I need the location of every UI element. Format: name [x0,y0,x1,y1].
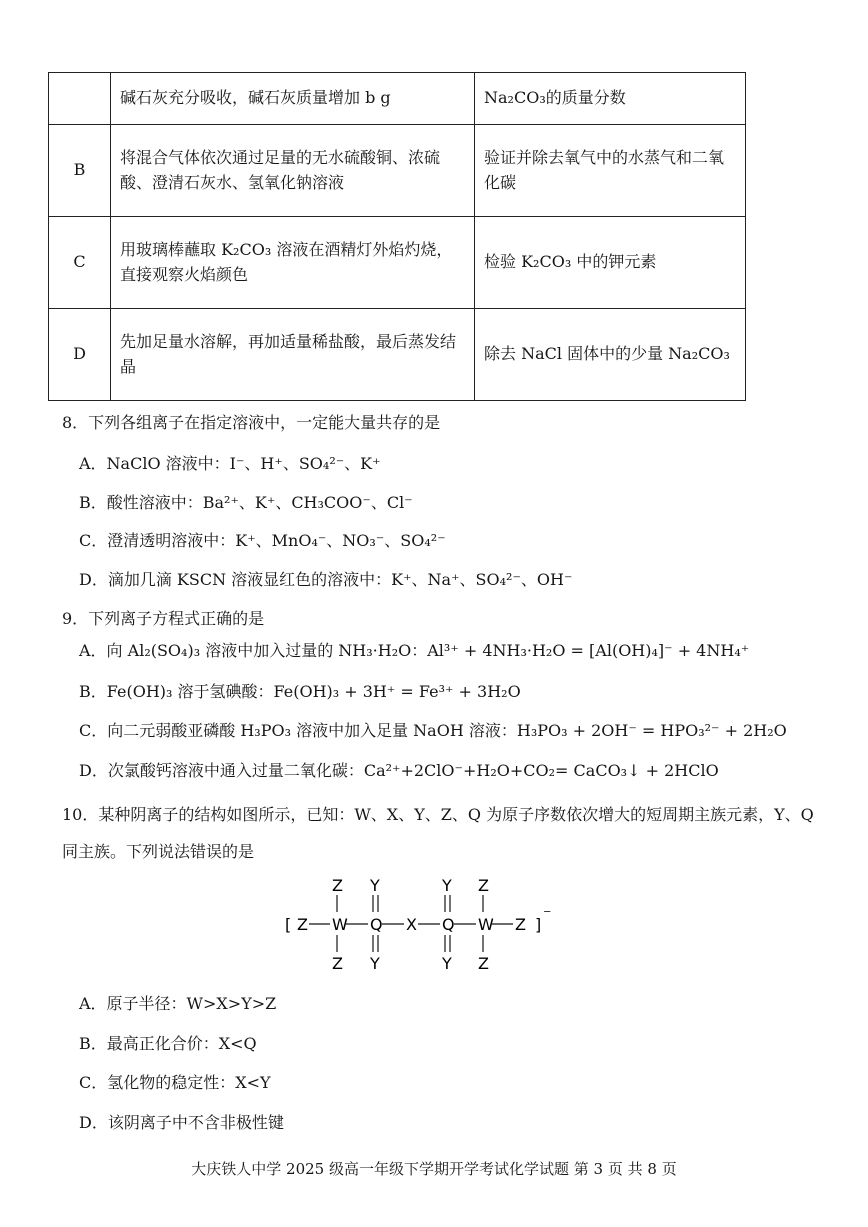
table-row [49,125,746,217]
question-10-stem: 10．某种阴离子的结构如图所示，已知：W、X、Y、Z、Q 为原子序数依次增大的短周期主族元素，Y、Q 同主族。下列说法错误的是 [62,805,814,861]
q9-option-c: C．向二元弱酸亚磷酸 H₃PO₃ 溶液中加入足量 NaOH 溶液：H₃PO₃ + 2OH⁻ = HPO₃²⁻ + 2H₂O [79,721,787,740]
operation-cell: 先加足量水溶解，再加适量稀盐酸，最后蒸发结晶 [111,309,475,401]
atom-q: Q [370,915,383,934]
q8-option-c: C．澄清透明溶液中：K⁺、MnO₄⁻、NO₃⁻、SO₄²⁻ [79,531,446,550]
q10-option-b: B．最高正化合价：X<Q [79,1034,257,1053]
atom-x: X [406,915,417,934]
charge-sign: ⁻ [543,905,552,924]
left-bracket: [ [285,915,292,934]
q9-option-b: B．Fe(OH)₃ 溶于氢碘酸：Fe(OH)₃ + 3H⁺ = Fe³⁺ + 3H₂O [79,682,521,701]
q8-option-a: A．NaClO 溶液中：I⁻、H⁺、SO₄²⁻、K⁺ [79,454,381,473]
atom-q: Q [442,915,455,934]
atom-z-bottom: Z [332,954,343,973]
question-8-stem: 8．下列各组离子在指定溶液中，一定能大量共存的是 [62,413,441,432]
table-row [49,309,746,401]
atom-w: W [332,915,348,934]
purpose-cell: Na₂CO₃的质量分数 [475,73,746,125]
purpose-cell: 检验 K₂CO₃ 中的钾元素 [475,217,746,309]
atom-y-top: Y [442,878,452,895]
atom-y-top: Y [370,878,380,895]
q10-option-c: C．氢化物的稳定性：X<Y [79,1073,271,1092]
atom-z-top: Z [332,878,343,895]
operation-cell: 碱石灰充分吸收，碱石灰质量增加 b g [111,73,475,125]
operation-cell: 用玻璃棒蘸取 K₂CO₃ 溶液在酒精灯外焰灼烧，直接观察火焰颜色 [111,217,475,309]
purpose-cell: 除去 NaCl 固体中的少量 Na₂CO₃ [475,309,746,401]
atom-w: W [478,915,494,934]
right-bracket: ] [535,915,542,934]
q8-option-b: B．酸性溶液中：Ba²⁺、K⁺、CH₃COO⁻、Cl⁻ [79,493,413,512]
table-row [49,217,746,309]
q9-option-a: A．向 Al₂(SO₄)₃ 溶液中加入过量的 NH₃·H₂O：Al³⁺ + 4NH₃·H₂O = [Al(OH)₄]⁻ + 4NH₄⁺ [79,641,750,660]
atom-z: Z [297,915,308,934]
table-row [49,73,746,125]
atom-y-bottom: Y [442,954,452,973]
question-9-stem: 9．下列离子方程式正确的是 [62,609,265,628]
row-label: B [49,125,111,217]
operation-cell: 将混合气体依次通过足量的无水硫酸铜、浓硫酸、澄清石灰水、氢氧化钠溶液 [111,125,475,217]
anion-structure-diagram [285,878,585,974]
atom-z-bottom: Z [478,954,489,973]
page-footer: 大庆铁人中学 2025 级高一年级下学期开学考试化学试题 第 3 页 共 8 页 [191,1160,677,1178]
q9-option-d: D．次氯酸钙溶液中通入过量二氧化碳：Ca²⁺+2ClO⁻+H₂O+CO₂= CaCO₃↓ + 2HClO [79,761,719,780]
atom-z: Z [515,915,526,934]
q8-option-d: D．滴加几滴 KSCN 溶液显红色的溶液中：K⁺、Na⁺、SO₄²⁻、OH⁻ [79,570,573,589]
atom-y-bottom: Y [370,954,380,973]
q10-option-a: A．原子半径：W>X>Y>Z [79,994,277,1013]
row-label [49,73,111,125]
q10-option-d: D．该阴离子中不含非极性键 [79,1113,284,1132]
experiment-table [48,72,746,401]
row-label: C [49,217,111,309]
row-label: D [49,309,111,401]
purpose-cell: 验证并除去氧气中的水蒸气和二氧化碳 [475,125,746,217]
atom-z-top: Z [478,878,489,895]
